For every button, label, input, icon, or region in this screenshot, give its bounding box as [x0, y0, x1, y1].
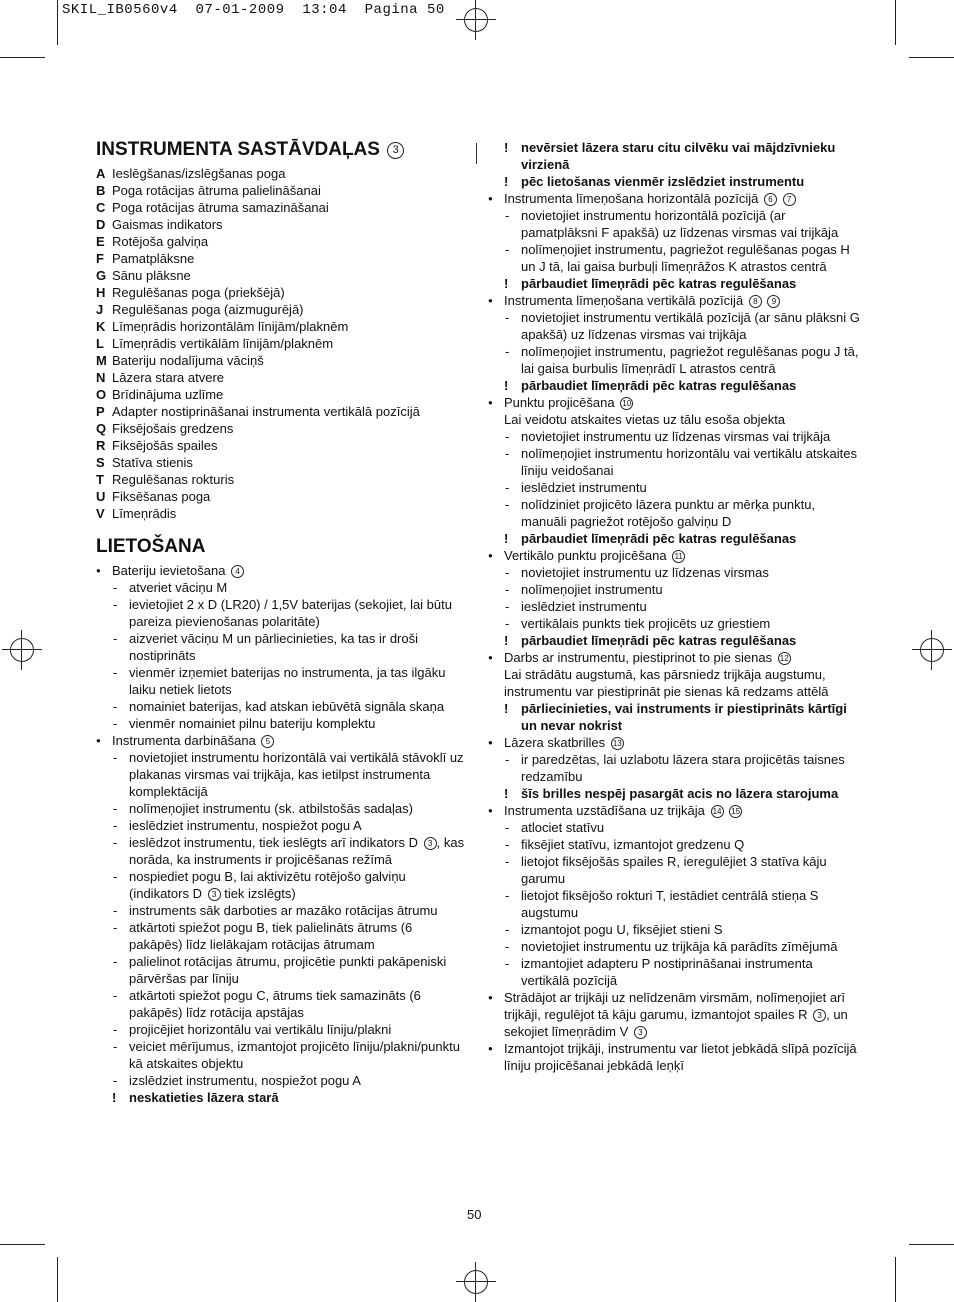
parts-list-item	[96, 199, 466, 216]
dash-item	[488, 309, 863, 343]
item-text: tiek izslēgts)	[220, 886, 296, 901]
item-text: novietojiet instrumentu uz līdzenas virsmas vai trijkāja	[521, 429, 831, 444]
dash-item	[488, 581, 863, 598]
parts-list-item	[96, 352, 466, 369]
figure-ref: 10	[620, 397, 633, 410]
dash-item	[96, 817, 466, 834]
part-key: R	[96, 438, 106, 453]
dash-item	[488, 615, 863, 632]
part-key: C	[96, 200, 106, 215]
usage-list-left	[96, 562, 466, 1106]
bullet-item	[488, 649, 863, 666]
dash-item	[96, 800, 466, 817]
parts-list-item	[96, 386, 466, 403]
figure-ref: 12	[778, 652, 791, 665]
paragraph	[488, 666, 863, 700]
figure-ref: 6	[764, 193, 777, 206]
warning-item	[488, 785, 863, 802]
bullet-item	[488, 1040, 863, 1074]
part-key: H	[96, 285, 106, 300]
item-text: instruments sāk darboties ar mazāko rotācijas ātrumu	[129, 903, 438, 918]
parts-list-item	[96, 505, 466, 522]
dash-item	[488, 496, 863, 530]
item-text: lietojot fiksējošo rokturi T, iestādiet centrālā stieņa S augstumu	[521, 888, 819, 920]
item-text: Darbs ar instrumentu, piestiprinot to pie sienas	[504, 650, 773, 665]
part-label: Līmeņrādis horizontālām līnijām/plaknēm	[112, 319, 349, 334]
dash-item	[96, 919, 466, 953]
part-key: L	[96, 336, 104, 351]
item-text: novietojiet instrumentu horizontālā pozīcijā (ar pamatplāksni F apakšā) uz līdzenas virsmas vai trijkāja	[521, 208, 839, 240]
item-text: vertikālais punkts tiek projicēts uz griestiem	[521, 616, 771, 631]
page-number: 50	[467, 1207, 482, 1222]
dash-item	[488, 921, 863, 938]
bullet-item	[488, 547, 863, 564]
parts-list-item	[96, 233, 466, 250]
column-divider	[476, 143, 477, 164]
item-text: palielinot rotācijas ātrumu, projicētie punkti pakāpeniski pārvēršas par līniju	[129, 954, 447, 986]
figure-ref: 4	[231, 565, 244, 578]
dash-item	[488, 241, 863, 275]
item-text: novietojiet instrumentu horizontālā vai vertikālā stāvoklī uz plakanas virsmas vai trijkāja, kas ietilpst instrumenta komplektācijā	[129, 750, 464, 799]
part-label: Poga rotācijas ātruma samazināšanai	[112, 200, 329, 215]
parts-list-item	[96, 267, 466, 284]
part-label: Līmeņrādis	[112, 506, 177, 521]
item-text: Bateriju ievietošana	[112, 563, 226, 578]
item-text: nomainiet baterijas, kad atskan iebūvētā signāla skaņa	[129, 699, 445, 714]
part-label: Rotējoša galviņa	[112, 234, 209, 249]
dash-item	[96, 579, 466, 596]
figure-ref: 8	[749, 295, 762, 308]
item-text: , kas norāda, ka instruments ir projicēšanas režīmā	[129, 835, 465, 867]
item-text: pārbaudiet līmeņrādi pēc katras regulēšanas	[521, 633, 797, 648]
parts-list-item	[96, 182, 466, 199]
crop-mark	[0, 1244, 45, 1245]
figure-ref: 3	[208, 888, 221, 901]
part-key: S	[96, 455, 105, 470]
warning-item	[96, 1089, 466, 1106]
parts-list-item	[96, 403, 466, 420]
item-text: ieslēdziet instrumentu	[521, 480, 647, 495]
registration-mark	[912, 630, 952, 670]
item-text: Punktu projicēšana	[504, 395, 615, 410]
bullet-item	[488, 292, 863, 309]
figure-ref: 3	[387, 142, 404, 159]
item-text: Lai veidotu atskaites vietas uz tālu esoša objekta	[504, 412, 786, 427]
part-label: Poga rotācijas ātruma palielināšanai	[112, 183, 321, 198]
right-column	[488, 139, 863, 1074]
dash-item	[488, 598, 863, 615]
part-label: Gaismas indikators	[112, 217, 223, 232]
item-text: nevērsiet lāzera staru citu cilvēku vai mājdzīvnieku virzienā	[521, 140, 836, 172]
dash-item	[488, 564, 863, 581]
dash-item	[488, 207, 863, 241]
bullet-item	[488, 802, 863, 819]
part-key: A	[96, 166, 106, 181]
item-text: Instrumenta uzstādīšana uz trijkāja	[504, 803, 705, 818]
item-text: izmantojiet adapteru P nostiprināšanai instrumenta vertikālā pozīcijā	[521, 956, 813, 988]
figure-ref: 7	[783, 193, 796, 206]
part-key: U	[96, 489, 106, 504]
item-text: pārbaudiet līmeņrādi pēc katras regulēšanas	[521, 378, 797, 393]
dash-item	[96, 715, 466, 732]
parts-list-item	[96, 437, 466, 454]
part-label: Sānu plāksne	[112, 268, 191, 283]
print-header: SKIL_IB0560v4 07-01-2009 13:04 Pagina 50	[62, 2, 445, 18]
bullet-item	[488, 989, 863, 1040]
figure-ref: 11	[672, 550, 685, 563]
warning-item	[488, 173, 863, 190]
part-label: Adapter nostiprināšanai instrumenta vertikālā pozīcijā	[112, 404, 420, 419]
item-text: pēc lietošanas vienmēr izslēdziet instrumentu	[521, 174, 805, 189]
crop-mark	[895, 1257, 896, 1302]
parts-title: INSTRUMENTA SASTĀVDAĻAS	[96, 139, 380, 160]
item-text: vienmēr nomainiet pilnu bateriju komplektu	[129, 716, 376, 731]
item-text: Vertikālo punktu projicēšana	[504, 548, 667, 563]
part-label: Līmeņrādis vertikālām līnijām/plaknēm	[112, 336, 334, 351]
bullet-item	[488, 734, 863, 751]
part-label: Lāzera stara atvere	[112, 370, 225, 385]
dash-item	[96, 596, 466, 630]
item-text: nolīmeņojiet instrumentu horizontālu vai vertikālu atskaites līniju veidošanai	[521, 446, 858, 478]
usage-heading: LIETOŠANA	[96, 536, 206, 557]
part-key: O	[96, 387, 107, 402]
crop-mark	[0, 57, 45, 58]
part-key: Q	[96, 421, 107, 436]
item-text: pārbaudiet līmeņrādi pēc katras regulēšanas	[521, 531, 797, 546]
figure-ref: 13	[611, 737, 624, 750]
bullet-item	[488, 190, 863, 207]
dash-item	[488, 955, 863, 989]
crop-mark	[909, 1244, 954, 1245]
part-label: Statīva stienis	[112, 455, 193, 470]
dash-item	[488, 938, 863, 955]
dash-item	[96, 902, 466, 919]
registration-mark	[456, 1262, 496, 1302]
dash-item	[96, 1021, 466, 1038]
dash-item	[96, 987, 466, 1021]
item-text: , un sekojiet līmeņrādim V	[504, 1007, 848, 1039]
registration-mark	[2, 630, 42, 670]
dash-item	[488, 853, 863, 887]
part-key: K	[96, 319, 106, 334]
warning-item	[488, 700, 863, 734]
crop-mark	[57, 0, 58, 45]
parts-list-item	[96, 216, 466, 233]
item-text: ieslēdziet instrumentu, nospiežot pogu A	[129, 818, 362, 833]
dash-item	[96, 664, 466, 698]
figure-ref: 14	[711, 805, 724, 818]
figure-ref: 3	[424, 837, 437, 850]
item-text: ir paredzētas, lai uzlabotu lāzera stara projicētās taisnes redzamību	[521, 752, 845, 784]
item-text: pārbaudiet līmeņrādi pēc katras regulēšanas	[521, 276, 797, 291]
dash-item	[96, 868, 466, 902]
warning-item	[488, 377, 863, 394]
part-label: Regulēšanas rokturis	[112, 472, 235, 487]
item-text: nolīmeņojiet instrumentu	[521, 582, 663, 597]
crop-mark	[909, 57, 954, 58]
dash-item	[488, 428, 863, 445]
figure-ref: 9	[767, 295, 780, 308]
item-text: atkārtoti spiežot pogu B, tiek palielināts ātrums (6 pakāpēs) līdz lielākajam rotācijas ātrumam	[129, 920, 413, 952]
item-text: vienmēr izņemiet baterijas no instrumenta, ja tas ilgāku laiku netiek lietots	[129, 665, 446, 697]
dash-item	[96, 953, 466, 987]
item-text: lietojot fiksējošās spailes R, ieregulējiet 3 statīva kāju garumu	[521, 854, 827, 886]
parts-list-item	[96, 250, 466, 267]
part-key: T	[96, 472, 104, 487]
parts-list-item	[96, 301, 466, 318]
item-text: izmantojot pogu U, fiksējiet stieni S	[521, 922, 723, 937]
warning-item	[488, 275, 863, 292]
parts-list-item	[96, 420, 466, 437]
crop-mark	[57, 1257, 58, 1302]
parts-list-item	[96, 454, 466, 471]
part-label: Ieslēgšanas/izslēgšanas poga	[112, 166, 286, 181]
dash-item	[96, 630, 466, 664]
bullet-item	[96, 562, 466, 579]
part-key: N	[96, 370, 106, 385]
part-label: Fiksējošais gredzens	[112, 421, 234, 436]
item-text: novietojiet instrumentu uz līdzenas virsmas	[521, 565, 769, 580]
part-label: Regulēšanas poga (aizmugurējā)	[112, 302, 304, 317]
parts-list-item	[96, 369, 466, 386]
dash-item	[96, 834, 466, 868]
item-text: nolīmeņojiet instrumentu (sk. atbilstošās sadaļas)	[129, 801, 413, 816]
item-text: nolīmeņojiet instrumentu, pagriežot regulēšanas pogu J tā, lai gaisa burbulis līmeņrādī L atrastos centrā	[521, 344, 859, 376]
left-column	[96, 139, 466, 1106]
dash-item	[96, 1072, 466, 1089]
item-text: Izmantojot trijkāji, instrumentu var lietot jebkādā slīpā pozīcijā līniju projicēšanai jebkādā leņķī	[504, 1041, 857, 1073]
item-text: fiksējiet statīvu, izmantojot gredzenu Q	[521, 837, 745, 852]
dash-item	[488, 887, 863, 921]
part-key: F	[96, 251, 104, 266]
item-text: Instrumenta līmeņošana vertikālā pozīcijā	[504, 293, 744, 308]
item-text: neskatieties lāzera starā	[129, 1090, 279, 1105]
dash-item	[96, 1038, 466, 1072]
item-text: aizveriet vāciņu M un pārliecinieties, ka tas ir droši nostiprināts	[129, 631, 419, 663]
part-key: G	[96, 268, 107, 283]
dash-item	[96, 698, 466, 715]
item-text: Instrumenta darbināšana	[112, 733, 256, 748]
dash-item	[488, 445, 863, 479]
warning-item	[488, 632, 863, 649]
item-text: Instrumenta līmeņošana horizontālā pozīcijā	[504, 191, 759, 206]
item-text: nospiediet pogu B, lai aktivizētu rotējošo galviņu (indikators D	[129, 869, 406, 901]
dash-item	[488, 751, 863, 785]
parts-list-item	[96, 471, 466, 488]
item-text: novietojiet instrumentu vertikālā pozīcijā (ar sānu plāksni G apakšā) uz līdzenas virsmas vai trijkāja	[521, 310, 860, 342]
paragraph	[488, 411, 863, 428]
warning-item	[488, 530, 863, 547]
item-text: atveriet vāciņu M	[129, 580, 228, 595]
part-label: Fiksējošās spailes	[112, 438, 218, 453]
registration-mark	[456, 0, 496, 40]
bullet-item	[96, 732, 466, 749]
parts-list-item	[96, 488, 466, 505]
item-text: nolīdziniet projicēto lāzera punktu ar mērķa punktu, manuāli pagriežot rotējošo galviņu D	[521, 497, 816, 529]
item-text: novietojiet instrumentu uz trijkāja kā parādīts zīmējumā	[521, 939, 838, 954]
item-text: izslēdziet instrumentu, nospiežot pogu A	[129, 1073, 361, 1088]
part-key: E	[96, 234, 105, 249]
item-text: atkārtoti spiežot pogu C, ātrums tiek samazināts (6 pakāpēs) līdz rotācija apstājas	[129, 988, 421, 1020]
dash-item	[96, 749, 466, 800]
part-label: Brīdinājuma uzlīme	[112, 387, 224, 402]
figure-ref: 3	[634, 1026, 647, 1039]
item-text: ieslēdzot instrumentu, tiek ieslēgts arī indikators D	[129, 835, 419, 850]
parts-list	[96, 165, 466, 522]
part-key: M	[96, 353, 107, 368]
item-text: nolīmeņojiet instrumentu, pagriežot regulēšanas pogas H un J tā, lai gaisa burbuļi līmeņrāžos K atrastos centrā	[521, 242, 850, 274]
item-text: ieslēdziet instrumentu	[521, 599, 647, 614]
dash-item	[488, 836, 863, 853]
parts-heading	[96, 139, 466, 161]
part-label: Bateriju nodalījuma vāciņš	[112, 353, 264, 368]
item-text: Strādājot ar trijkāji uz nelīdzenām virsmām, nolīmeņojiet arī trijkāji, regulējot tā kāju garumu, izmantojot spailes R	[504, 990, 846, 1022]
item-text: ievietojiet 2 x D (LR20) / 1,5V baterijas (sekojiet, lai būtu pareiza pievienošanas polaritāte)	[129, 597, 452, 629]
part-label: Fiksēšanas poga	[112, 489, 211, 504]
item-text: projicējiet horizontālu vai vertikālu līniju/plakni	[129, 1022, 392, 1037]
figure-ref: 15	[729, 805, 742, 818]
part-key: D	[96, 217, 106, 232]
parts-list-item	[96, 335, 466, 352]
parts-list-item	[96, 165, 466, 182]
dash-item	[488, 343, 863, 377]
crop-mark	[895, 0, 896, 45]
parts-list-item	[96, 284, 466, 301]
item-text: šīs brilles nespēj pasargāt acis no lāzera starojuma	[521, 786, 839, 801]
item-text: pārliecinieties, vai instruments ir piestiprināts kārtīgi un nevar nokrist	[521, 701, 847, 733]
item-text: Lai strādātu augstumā, kas pārsniedz trijkāja augstumu, instrumentu var piestiprināt pie sienas kā redzams attēlā	[504, 667, 829, 699]
dash-item	[488, 819, 863, 836]
item-text: atlociet statīvu	[521, 820, 605, 835]
part-label: Pamatplāksne	[112, 251, 195, 266]
warning-item	[488, 139, 863, 173]
figure-ref: 3	[813, 1009, 826, 1022]
part-key: J	[96, 302, 104, 317]
usage-list-right	[488, 139, 863, 1074]
part-key: P	[96, 404, 105, 419]
item-text: Lāzera skatbrilles	[504, 735, 606, 750]
part-key: B	[96, 183, 106, 198]
part-label: Regulēšanas poga (priekšējā)	[112, 285, 285, 300]
part-key: V	[96, 506, 105, 521]
figure-ref: 5	[261, 735, 274, 748]
item-text: veiciet mērījumus, izmantojot projicēto līniju/plakni/punktu kā atskaites objektu	[129, 1039, 460, 1071]
parts-list-item	[96, 318, 466, 335]
dash-item	[488, 479, 863, 496]
bullet-item	[488, 394, 863, 411]
